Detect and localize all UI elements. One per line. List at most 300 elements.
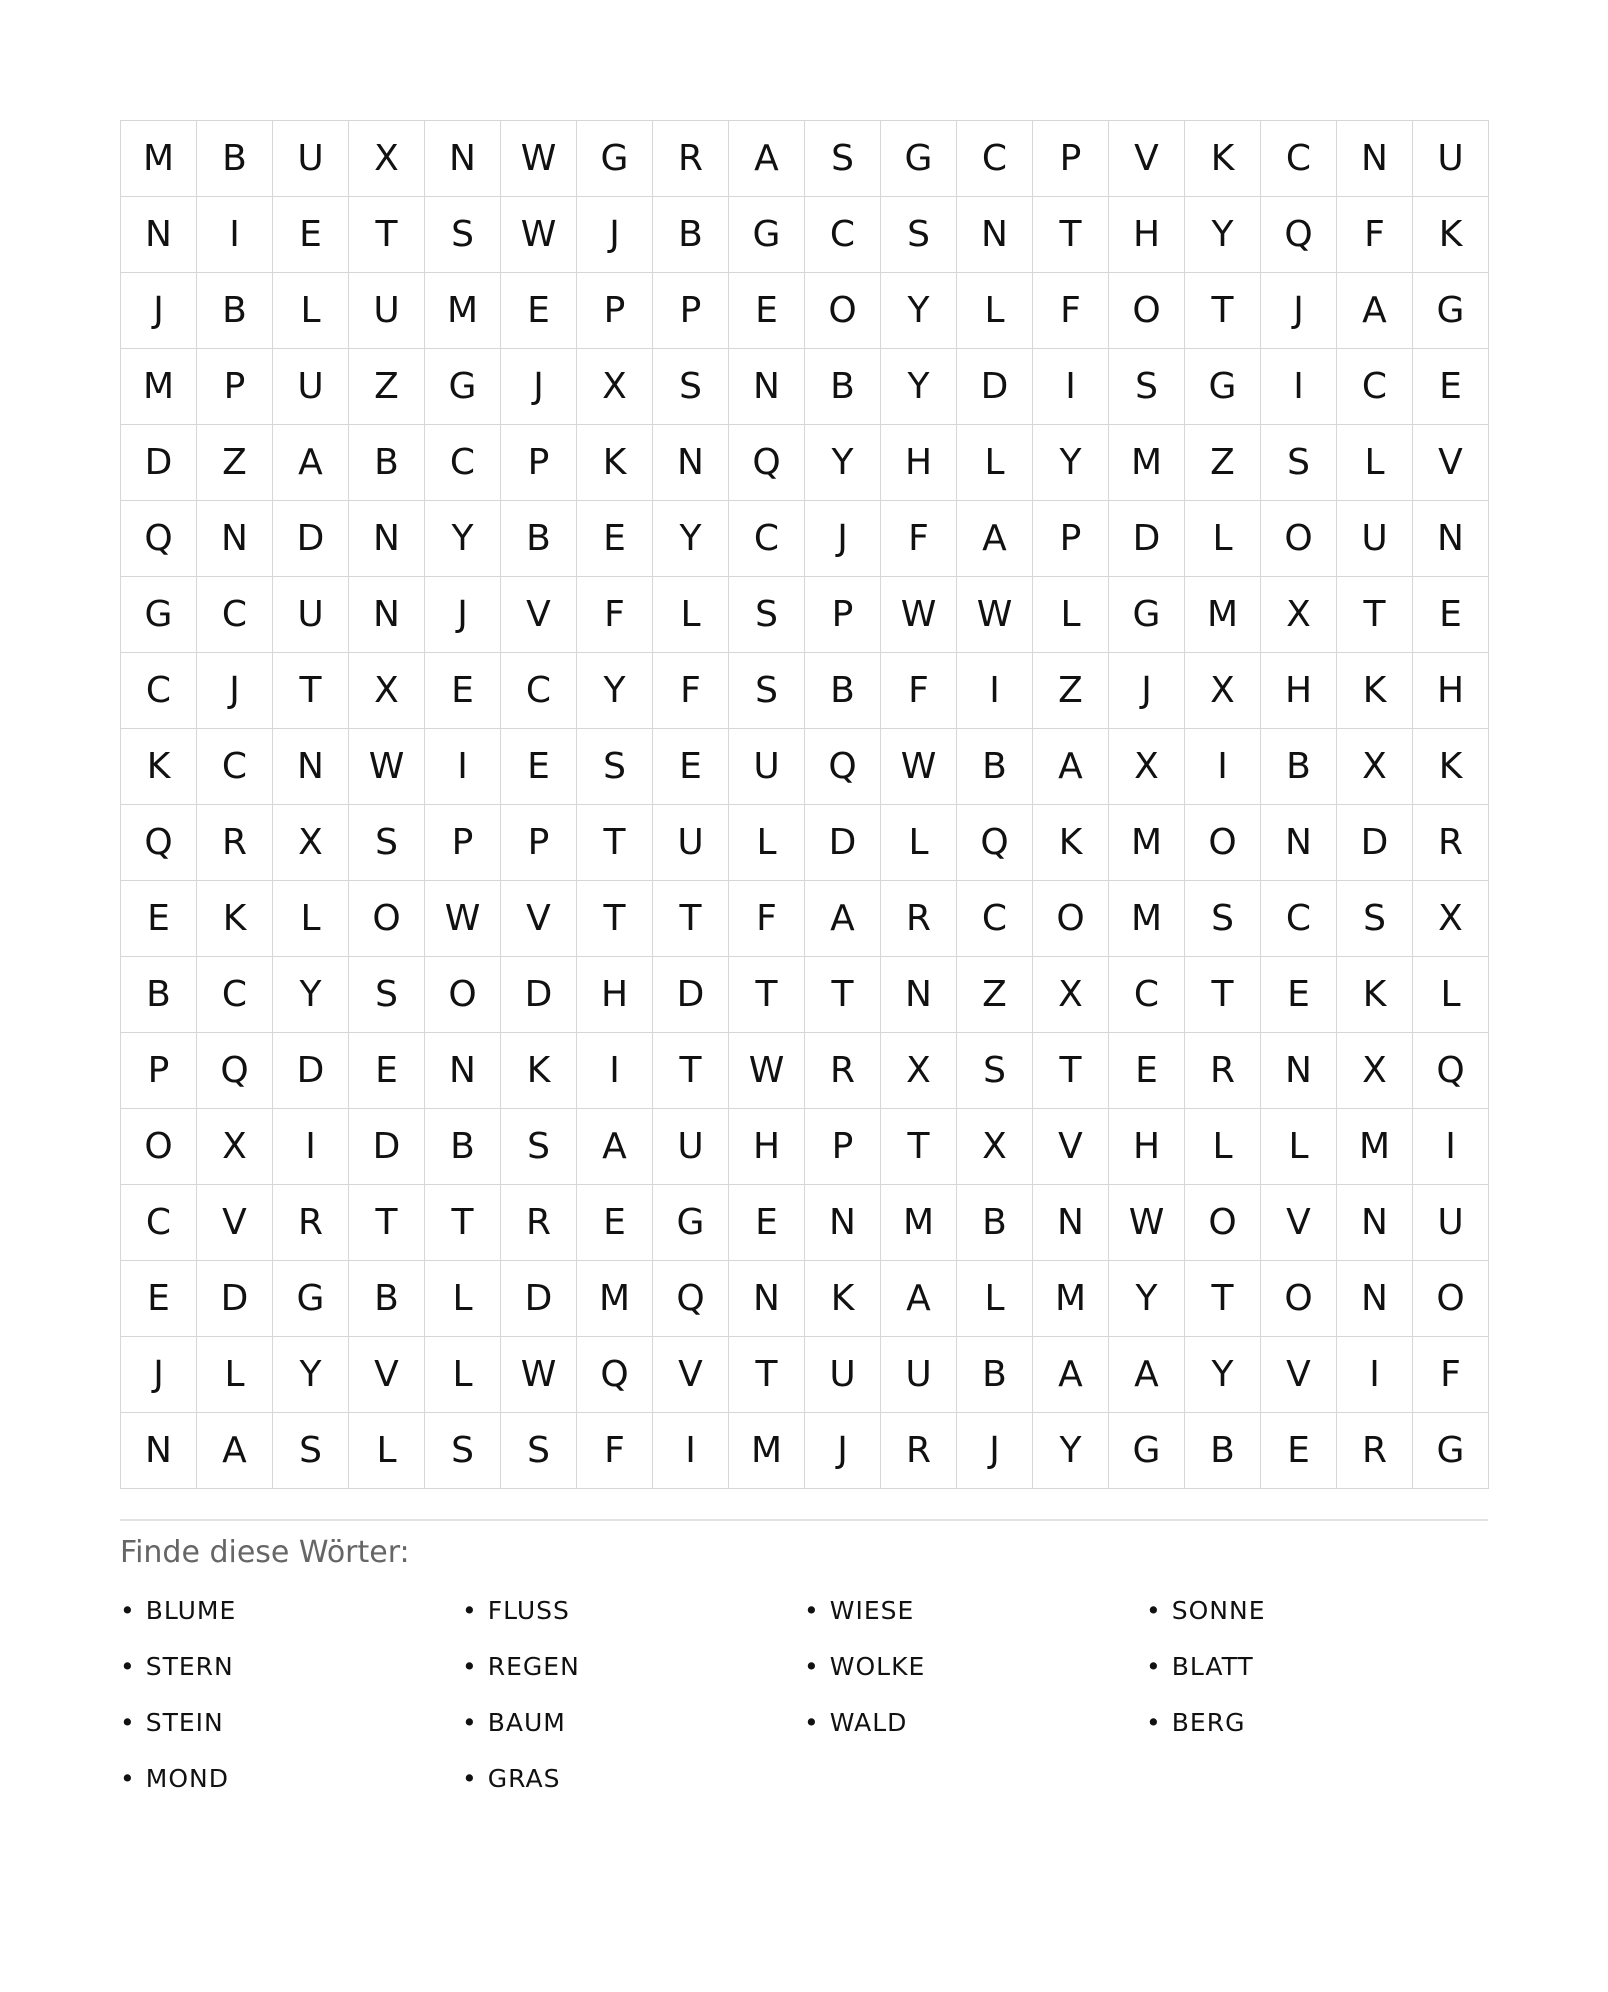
grid-cell[interactable]: Q — [957, 805, 1033, 881]
grid-cell[interactable]: N — [805, 1185, 881, 1261]
grid-cell[interactable]: C — [957, 881, 1033, 957]
grid-cell[interactable]: O — [1185, 1185, 1261, 1261]
grid-cell[interactable]: J — [1109, 653, 1185, 729]
grid-cell[interactable]: K — [1413, 729, 1489, 805]
grid-cell[interactable]: P — [577, 273, 653, 349]
grid-cell[interactable]: X — [1337, 1033, 1413, 1109]
grid-cell[interactable]: D — [1109, 501, 1185, 577]
grid-cell[interactable]: S — [425, 197, 501, 273]
grid-cell[interactable]: A — [957, 501, 1033, 577]
grid-cell[interactable]: S — [349, 805, 425, 881]
grid-cell[interactable]: N — [881, 957, 957, 1033]
grid-cell[interactable]: M — [121, 121, 197, 197]
grid-cell[interactable]: Y — [805, 425, 881, 501]
grid-cell[interactable]: K — [1185, 121, 1261, 197]
grid-cell[interactable]: W — [1109, 1185, 1185, 1261]
grid-cell[interactable]: E — [121, 881, 197, 957]
grid-cell[interactable]: C — [805, 197, 881, 273]
grid-cell[interactable]: N — [1337, 121, 1413, 197]
grid-cell[interactable]: R — [197, 805, 273, 881]
grid-cell[interactable]: T — [1185, 1261, 1261, 1337]
grid-cell[interactable]: I — [1337, 1337, 1413, 1413]
grid-cell[interactable]: J — [805, 1413, 881, 1489]
grid-cell[interactable]: D — [653, 957, 729, 1033]
grid-cell[interactable]: K — [1413, 197, 1489, 273]
grid-cell[interactable]: Y — [1033, 425, 1109, 501]
grid-cell[interactable]: X — [881, 1033, 957, 1109]
grid-cell[interactable]: A — [805, 881, 881, 957]
grid-cell[interactable]: E — [273, 197, 349, 273]
grid-cell[interactable]: R — [881, 881, 957, 957]
grid-cell[interactable]: H — [729, 1109, 805, 1185]
grid-cell[interactable]: U — [881, 1337, 957, 1413]
grid-cell[interactable]: P — [1033, 121, 1109, 197]
grid-cell[interactable]: E — [501, 273, 577, 349]
grid-cell[interactable]: H — [1413, 653, 1489, 729]
grid-cell[interactable]: Q — [121, 501, 197, 577]
grid-cell[interactable]: Y — [273, 1337, 349, 1413]
grid-cell[interactable]: T — [805, 957, 881, 1033]
grid-cell[interactable]: M — [121, 349, 197, 425]
grid-cell[interactable]: V — [1033, 1109, 1109, 1185]
grid-cell[interactable]: A — [1033, 729, 1109, 805]
grid-cell[interactable]: U — [273, 349, 349, 425]
grid-cell[interactable]: J — [577, 197, 653, 273]
grid-cell[interactable]: E — [653, 729, 729, 805]
grid-cell[interactable]: P — [1033, 501, 1109, 577]
grid-cell[interactable]: S — [577, 729, 653, 805]
grid-cell[interactable]: N — [425, 1033, 501, 1109]
grid-cell[interactable]: B — [425, 1109, 501, 1185]
grid-cell[interactable]: X — [1033, 957, 1109, 1033]
grid-cell[interactable]: S — [1337, 881, 1413, 957]
grid-cell[interactable]: L — [1261, 1109, 1337, 1185]
grid-cell[interactable]: E — [121, 1261, 197, 1337]
grid-cell[interactable]: M — [729, 1413, 805, 1489]
grid-cell[interactable]: R — [273, 1185, 349, 1261]
grid-cell[interactable]: E — [729, 273, 805, 349]
grid-cell[interactable]: T — [1185, 273, 1261, 349]
grid-cell[interactable]: C — [197, 957, 273, 1033]
grid-cell[interactable]: K — [197, 881, 273, 957]
grid-cell[interactable]: O — [1413, 1261, 1489, 1337]
grid-cell[interactable]: E — [1413, 349, 1489, 425]
grid-cell[interactable]: Q — [197, 1033, 273, 1109]
grid-cell[interactable]: C — [729, 501, 805, 577]
grid-cell[interactable]: B — [501, 501, 577, 577]
grid-cell[interactable]: V — [501, 577, 577, 653]
grid-cell[interactable]: K — [121, 729, 197, 805]
grid-cell[interactable]: T — [577, 805, 653, 881]
grid-cell[interactable]: N — [197, 501, 273, 577]
grid-cell[interactable]: R — [1337, 1413, 1413, 1489]
grid-cell[interactable]: Z — [1033, 653, 1109, 729]
grid-cell[interactable]: I — [1033, 349, 1109, 425]
grid-cell[interactable]: I — [957, 653, 1033, 729]
grid-cell[interactable]: T — [881, 1109, 957, 1185]
grid-cell[interactable]: A — [1337, 273, 1413, 349]
grid-cell[interactable]: E — [1261, 957, 1337, 1033]
grid-cell[interactable]: N — [1261, 1033, 1337, 1109]
grid-cell[interactable]: M — [1109, 425, 1185, 501]
grid-cell[interactable]: O — [425, 957, 501, 1033]
grid-cell[interactable]: B — [653, 197, 729, 273]
grid-cell[interactable]: B — [1185, 1413, 1261, 1489]
grid-cell[interactable]: J — [121, 273, 197, 349]
grid-cell[interactable]: B — [1261, 729, 1337, 805]
grid-cell[interactable]: U — [729, 729, 805, 805]
grid-cell[interactable]: P — [805, 1109, 881, 1185]
grid-cell[interactable]: C — [197, 577, 273, 653]
grid-cell[interactable]: W — [881, 577, 957, 653]
grid-cell[interactable]: J — [1261, 273, 1337, 349]
grid-cell[interactable]: P — [653, 273, 729, 349]
grid-cell[interactable]: O — [121, 1109, 197, 1185]
grid-cell[interactable]: E — [425, 653, 501, 729]
grid-cell[interactable]: F — [1033, 273, 1109, 349]
grid-cell[interactable]: X — [1109, 729, 1185, 805]
grid-cell[interactable]: I — [273, 1109, 349, 1185]
grid-cell[interactable]: U — [1337, 501, 1413, 577]
grid-cell[interactable]: S — [501, 1109, 577, 1185]
grid-cell[interactable]: V — [1109, 121, 1185, 197]
grid-cell[interactable]: S — [1261, 425, 1337, 501]
grid-cell[interactable]: P — [805, 577, 881, 653]
grid-cell[interactable]: L — [425, 1337, 501, 1413]
grid-cell[interactable]: J — [501, 349, 577, 425]
grid-cell[interactable]: L — [1413, 957, 1489, 1033]
grid-cell[interactable]: R — [805, 1033, 881, 1109]
grid-cell[interactable]: Y — [1109, 1261, 1185, 1337]
grid-cell[interactable]: L — [957, 273, 1033, 349]
grid-cell[interactable]: L — [197, 1337, 273, 1413]
grid-cell[interactable]: V — [197, 1185, 273, 1261]
grid-cell[interactable]: O — [1261, 1261, 1337, 1337]
grid-cell[interactable]: K — [1337, 653, 1413, 729]
grid-cell[interactable]: E — [501, 729, 577, 805]
grid-cell[interactable]: X — [957, 1109, 1033, 1185]
grid-cell[interactable]: L — [1033, 577, 1109, 653]
grid-cell[interactable]: I — [197, 197, 273, 273]
grid-cell[interactable]: A — [197, 1413, 273, 1489]
grid-cell[interactable]: N — [957, 197, 1033, 273]
grid-cell[interactable]: W — [881, 729, 957, 805]
grid-cell[interactable]: H — [881, 425, 957, 501]
grid-cell[interactable]: D — [121, 425, 197, 501]
grid-cell[interactable]: V — [349, 1337, 425, 1413]
grid-cell[interactable]: B — [957, 1185, 1033, 1261]
grid-cell[interactable]: R — [653, 121, 729, 197]
grid-cell[interactable]: K — [501, 1033, 577, 1109]
grid-cell[interactable]: W — [425, 881, 501, 957]
grid-cell[interactable]: M — [425, 273, 501, 349]
grid-cell[interactable]: E — [349, 1033, 425, 1109]
grid-cell[interactable]: T — [729, 1337, 805, 1413]
grid-cell[interactable]: P — [121, 1033, 197, 1109]
grid-cell[interactable]: Y — [577, 653, 653, 729]
grid-cell[interactable]: O — [1033, 881, 1109, 957]
grid-cell[interactable]: L — [957, 1261, 1033, 1337]
grid-cell[interactable]: S — [729, 577, 805, 653]
grid-cell[interactable]: I — [1413, 1109, 1489, 1185]
grid-cell[interactable]: V — [1261, 1185, 1337, 1261]
grid-cell[interactable]: J — [425, 577, 501, 653]
grid-cell[interactable]: T — [349, 197, 425, 273]
grid-cell[interactable]: F — [1413, 1337, 1489, 1413]
grid-cell[interactable]: X — [273, 805, 349, 881]
grid-cell[interactable]: Z — [1185, 425, 1261, 501]
grid-cell[interactable]: Y — [425, 501, 501, 577]
grid-cell[interactable]: P — [425, 805, 501, 881]
grid-cell[interactable]: T — [349, 1185, 425, 1261]
grid-cell[interactable]: M — [1337, 1109, 1413, 1185]
grid-cell[interactable]: F — [881, 653, 957, 729]
grid-cell[interactable]: E — [1261, 1413, 1337, 1489]
grid-cell[interactable]: P — [197, 349, 273, 425]
grid-cell[interactable]: F — [653, 653, 729, 729]
grid-cell[interactable]: Q — [121, 805, 197, 881]
grid-cell[interactable]: R — [1185, 1033, 1261, 1109]
grid-cell[interactable]: U — [1413, 121, 1489, 197]
grid-cell[interactable]: T — [653, 881, 729, 957]
grid-cell[interactable]: V — [501, 881, 577, 957]
grid-cell[interactable]: C — [1337, 349, 1413, 425]
grid-cell[interactable]: M — [1109, 881, 1185, 957]
grid-cell[interactable]: G — [1413, 273, 1489, 349]
grid-cell[interactable]: U — [653, 1109, 729, 1185]
grid-cell[interactable]: G — [1413, 1413, 1489, 1489]
grid-cell[interactable]: Q — [653, 1261, 729, 1337]
grid-cell[interactable]: L — [349, 1413, 425, 1489]
grid-cell[interactable]: U — [273, 121, 349, 197]
grid-cell[interactable]: C — [501, 653, 577, 729]
grid-cell[interactable]: A — [729, 121, 805, 197]
grid-cell[interactable]: B — [197, 273, 273, 349]
grid-cell[interactable]: X — [1185, 653, 1261, 729]
grid-cell[interactable]: C — [425, 425, 501, 501]
grid-cell[interactable]: Z — [349, 349, 425, 425]
grid-cell[interactable]: V — [653, 1337, 729, 1413]
grid-cell[interactable]: L — [1185, 1109, 1261, 1185]
grid-cell[interactable]: L — [957, 425, 1033, 501]
grid-cell[interactable]: N — [1337, 1185, 1413, 1261]
grid-cell[interactable]: W — [957, 577, 1033, 653]
grid-cell[interactable]: I — [1185, 729, 1261, 805]
grid-cell[interactable]: S — [729, 653, 805, 729]
grid-cell[interactable]: D — [349, 1109, 425, 1185]
grid-cell[interactable]: Y — [1033, 1413, 1109, 1489]
grid-cell[interactable]: C — [1109, 957, 1185, 1033]
grid-cell[interactable]: U — [349, 273, 425, 349]
grid-cell[interactable]: T — [729, 957, 805, 1033]
grid-cell[interactable]: S — [653, 349, 729, 425]
grid-cell[interactable]: F — [1337, 197, 1413, 273]
grid-cell[interactable]: N — [425, 121, 501, 197]
grid-cell[interactable]: O — [1261, 501, 1337, 577]
grid-cell[interactable]: S — [501, 1413, 577, 1489]
grid-cell[interactable]: B — [805, 653, 881, 729]
grid-cell[interactable]: D — [957, 349, 1033, 425]
grid-cell[interactable]: D — [805, 805, 881, 881]
grid-cell[interactable]: X — [349, 121, 425, 197]
grid-cell[interactable]: W — [349, 729, 425, 805]
grid-cell[interactable]: W — [501, 121, 577, 197]
grid-cell[interactable]: N — [1033, 1185, 1109, 1261]
grid-cell[interactable]: I — [425, 729, 501, 805]
grid-cell[interactable]: I — [1261, 349, 1337, 425]
grid-cell[interactable]: V — [1413, 425, 1489, 501]
grid-cell[interactable]: D — [197, 1261, 273, 1337]
grid-cell[interactable]: B — [957, 729, 1033, 805]
grid-cell[interactable]: N — [349, 577, 425, 653]
grid-cell[interactable]: W — [729, 1033, 805, 1109]
grid-cell[interactable]: D — [501, 1261, 577, 1337]
grid-cell[interactable]: N — [273, 729, 349, 805]
grid-cell[interactable]: E — [577, 1185, 653, 1261]
grid-cell[interactable]: F — [577, 577, 653, 653]
grid-cell[interactable]: H — [1109, 197, 1185, 273]
grid-cell[interactable]: F — [729, 881, 805, 957]
grid-cell[interactable]: N — [1261, 805, 1337, 881]
grid-cell[interactable]: I — [653, 1413, 729, 1489]
grid-cell[interactable]: K — [1033, 805, 1109, 881]
grid-cell[interactable]: G — [653, 1185, 729, 1261]
grid-cell[interactable]: Y — [881, 273, 957, 349]
grid-cell[interactable]: U — [653, 805, 729, 881]
grid-cell[interactable]: L — [1185, 501, 1261, 577]
grid-cell[interactable]: X — [349, 653, 425, 729]
grid-cell[interactable]: B — [121, 957, 197, 1033]
grid-cell[interactable]: N — [729, 1261, 805, 1337]
grid-cell[interactable]: L — [425, 1261, 501, 1337]
grid-cell[interactable]: N — [121, 1413, 197, 1489]
grid-cell[interactable]: G — [729, 197, 805, 273]
grid-cell[interactable]: E — [1413, 577, 1489, 653]
grid-cell[interactable]: G — [881, 121, 957, 197]
grid-cell[interactable]: A — [1109, 1337, 1185, 1413]
grid-cell[interactable]: X — [1337, 729, 1413, 805]
grid-cell[interactable]: A — [273, 425, 349, 501]
grid-cell[interactable]: N — [1337, 1261, 1413, 1337]
grid-cell[interactable]: O — [349, 881, 425, 957]
grid-cell[interactable]: B — [197, 121, 273, 197]
grid-cell[interactable]: B — [805, 349, 881, 425]
grid-cell[interactable]: E — [729, 1185, 805, 1261]
grid-cell[interactable]: Y — [1185, 1337, 1261, 1413]
grid-cell[interactable]: C — [1261, 881, 1337, 957]
grid-cell[interactable]: J — [805, 501, 881, 577]
grid-cell[interactable]: O — [1185, 805, 1261, 881]
grid-cell[interactable]: H — [1109, 1109, 1185, 1185]
grid-cell[interactable]: S — [273, 1413, 349, 1489]
grid-cell[interactable]: U — [273, 577, 349, 653]
grid-cell[interactable]: J — [121, 1337, 197, 1413]
grid-cell[interactable]: G — [273, 1261, 349, 1337]
grid-cell[interactable]: Q — [1261, 197, 1337, 273]
grid-cell[interactable]: F — [577, 1413, 653, 1489]
grid-cell[interactable]: G — [121, 577, 197, 653]
grid-cell[interactable]: C — [121, 1185, 197, 1261]
grid-cell[interactable]: C — [957, 121, 1033, 197]
grid-cell[interactable]: X — [577, 349, 653, 425]
grid-cell[interactable]: Y — [881, 349, 957, 425]
grid-cell[interactable]: O — [1109, 273, 1185, 349]
grid-cell[interactable]: X — [1261, 577, 1337, 653]
grid-cell[interactable]: S — [1109, 349, 1185, 425]
grid-cell[interactable]: T — [1033, 1033, 1109, 1109]
grid-cell[interactable]: I — [577, 1033, 653, 1109]
grid-cell[interactable]: P — [501, 425, 577, 501]
grid-cell[interactable]: S — [881, 197, 957, 273]
grid-cell[interactable]: Q — [729, 425, 805, 501]
grid-cell[interactable]: M — [1033, 1261, 1109, 1337]
grid-cell[interactable]: S — [349, 957, 425, 1033]
grid-cell[interactable]: M — [881, 1185, 957, 1261]
grid-cell[interactable]: M — [1109, 805, 1185, 881]
grid-cell[interactable]: X — [197, 1109, 273, 1185]
grid-cell[interactable]: J — [197, 653, 273, 729]
grid-cell[interactable]: T — [1033, 197, 1109, 273]
grid-cell[interactable]: R — [881, 1413, 957, 1489]
grid-cell[interactable]: P — [501, 805, 577, 881]
grid-cell[interactable]: K — [577, 425, 653, 501]
grid-cell[interactable]: H — [577, 957, 653, 1033]
grid-cell[interactable]: E — [1109, 1033, 1185, 1109]
grid-cell[interactable]: C — [1261, 121, 1337, 197]
grid-cell[interactable]: Y — [273, 957, 349, 1033]
grid-cell[interactable]: K — [1337, 957, 1413, 1033]
grid-cell[interactable]: Q — [1413, 1033, 1489, 1109]
grid-cell[interactable]: L — [881, 805, 957, 881]
grid-cell[interactable]: G — [425, 349, 501, 425]
grid-cell[interactable]: W — [501, 1337, 577, 1413]
grid-cell[interactable]: L — [653, 577, 729, 653]
grid-cell[interactable]: B — [349, 1261, 425, 1337]
grid-cell[interactable]: N — [121, 197, 197, 273]
grid-cell[interactable]: B — [957, 1337, 1033, 1413]
grid-cell[interactable]: M — [577, 1261, 653, 1337]
grid-cell[interactable]: G — [1109, 577, 1185, 653]
grid-cell[interactable]: W — [501, 197, 577, 273]
grid-cell[interactable]: L — [1337, 425, 1413, 501]
grid-cell[interactable]: Q — [577, 1337, 653, 1413]
grid-cell[interactable]: N — [729, 349, 805, 425]
grid-cell[interactable]: Y — [1185, 197, 1261, 273]
grid-cell[interactable]: D — [501, 957, 577, 1033]
grid-cell[interactable]: X — [1413, 881, 1489, 957]
grid-cell[interactable]: A — [1033, 1337, 1109, 1413]
grid-cell[interactable]: G — [1109, 1413, 1185, 1489]
grid-cell[interactable]: T — [425, 1185, 501, 1261]
grid-cell[interactable]: K — [805, 1261, 881, 1337]
grid-cell[interactable]: S — [957, 1033, 1033, 1109]
grid-cell[interactable]: M — [1185, 577, 1261, 653]
grid-cell[interactable]: R — [501, 1185, 577, 1261]
grid-cell[interactable]: R — [1413, 805, 1489, 881]
grid-cell[interactable]: U — [805, 1337, 881, 1413]
grid-cell[interactable]: N — [1413, 501, 1489, 577]
grid-cell[interactable]: T — [273, 653, 349, 729]
grid-cell[interactable]: U — [1413, 1185, 1489, 1261]
grid-cell[interactable]: Q — [805, 729, 881, 805]
grid-cell[interactable]: T — [577, 881, 653, 957]
grid-cell[interactable]: G — [577, 121, 653, 197]
grid-cell[interactable]: F — [881, 501, 957, 577]
grid-cell[interactable]: V — [1261, 1337, 1337, 1413]
grid-cell[interactable]: G — [1185, 349, 1261, 425]
grid-cell[interactable]: S — [425, 1413, 501, 1489]
grid-cell[interactable]: D — [1337, 805, 1413, 881]
